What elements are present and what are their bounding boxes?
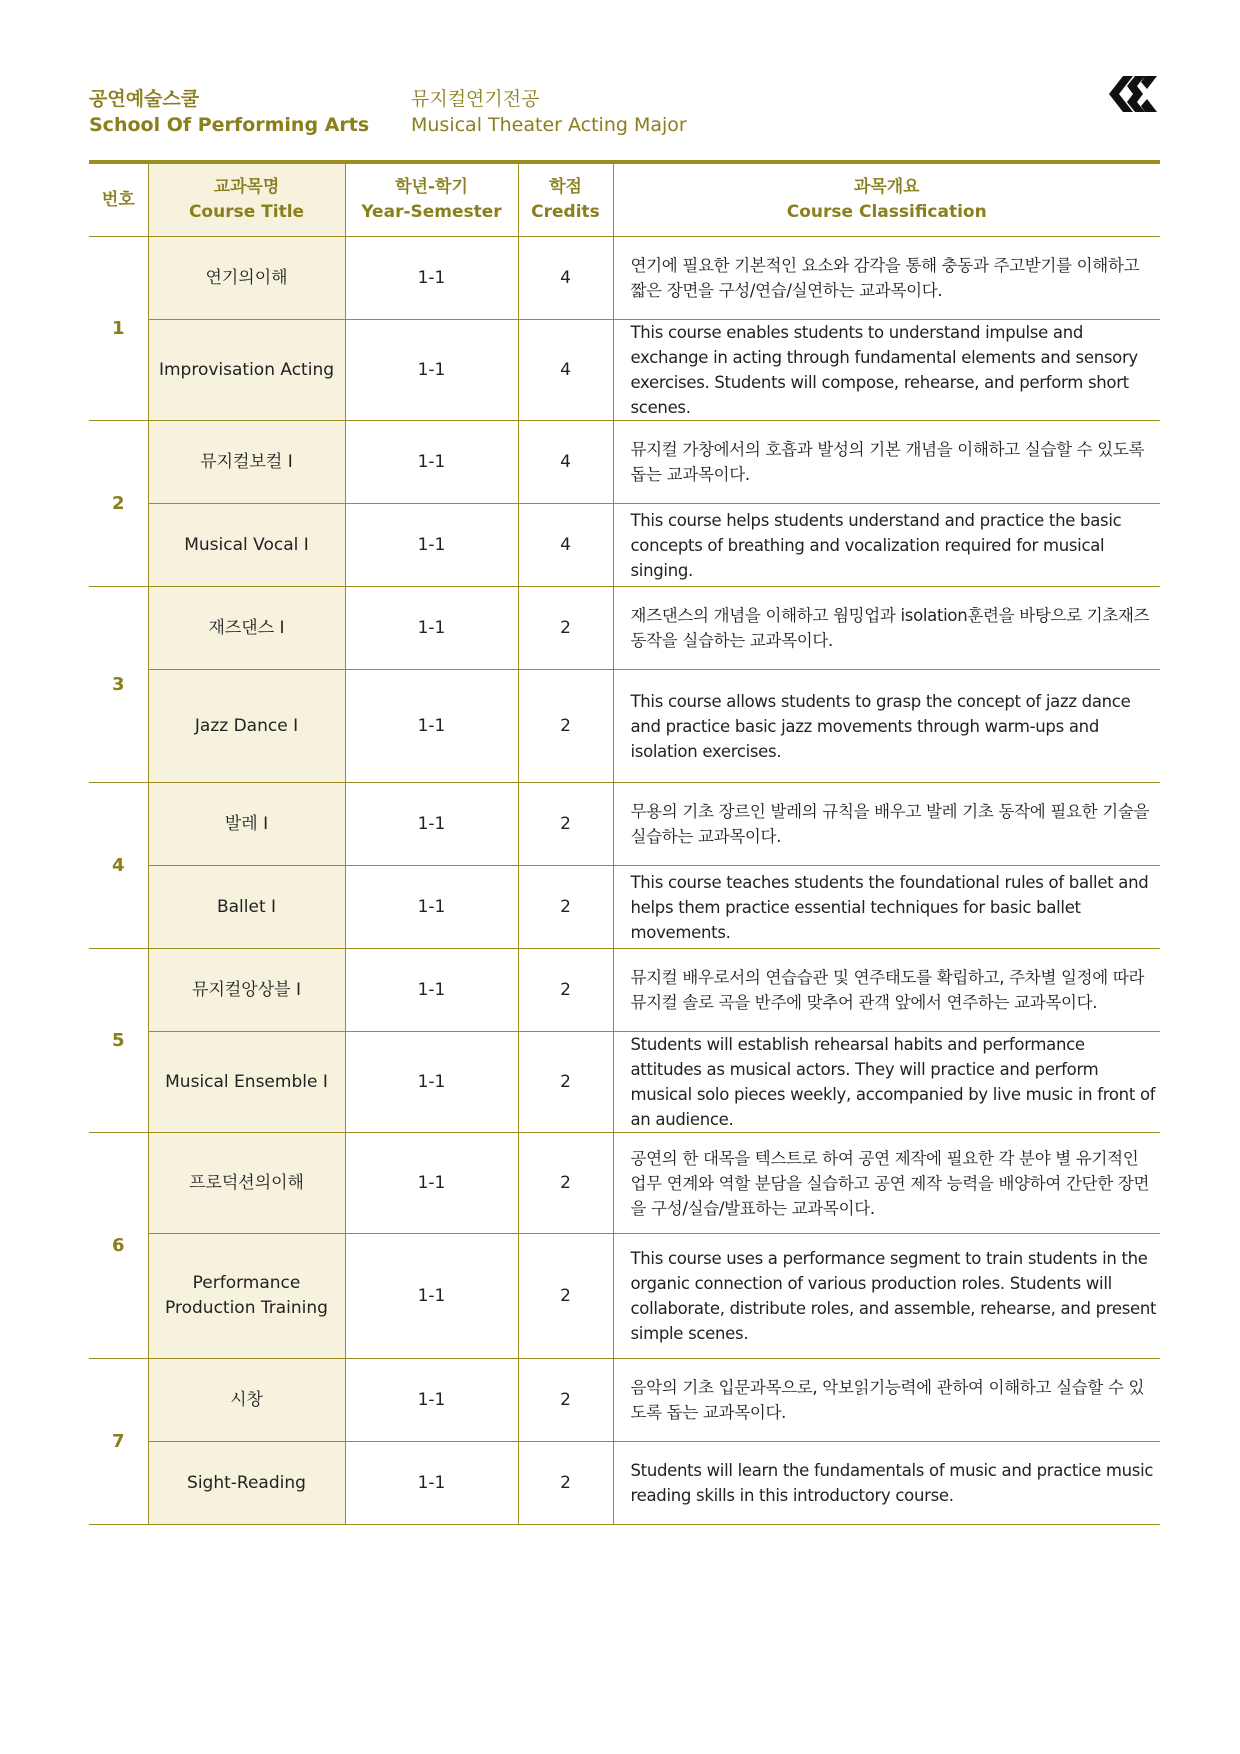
course-number: 3 <box>89 587 148 783</box>
table-row <box>89 783 1160 866</box>
school-name <box>89 86 369 138</box>
course-table <box>89 160 1160 1525</box>
course-description-en: This course helps students understand and practice the basic concepts of breathing and vocalization required for musical singing. <box>613 504 1160 587</box>
course-description-ko: 재즈댄스의 개념을 이해하고 웜밍업과 isolation훈련을 바탕으로 기초재즈 동작을 실습하는 교과목이다. <box>613 587 1160 670</box>
course-table-header <box>89 162 1160 237</box>
course-number: 4 <box>89 783 148 949</box>
credits: 2 <box>518 1359 613 1442</box>
ck-logo-icon <box>1099 72 1159 116</box>
course-title-ko: 뮤지컬앙상블 I <box>148 949 345 1032</box>
course-number: 2 <box>89 421 148 587</box>
col-header-desc-en: Course Classification <box>786 202 987 222</box>
major-name-en: Musical Theater Acting Major <box>411 114 687 136</box>
course-description-en: This course allows students to grasp the concept of jazz dance and practice basic jazz movements through warm-ups and isolation exercises. <box>613 670 1160 783</box>
credits: 2 <box>518 1133 613 1234</box>
course-title-ko: 프로덕션의이해 <box>148 1133 345 1234</box>
course-description-ko: 뮤지컬 배우로서의 연습습관 및 연주태도를 확립하고, 주차별 일정에 따라 뮤지컬 솔로 곡을 반주에 맞추어 관객 앞에서 연주하는 교과목이다. <box>613 949 1160 1032</box>
course-title-ko: 시창 <box>148 1359 345 1442</box>
course-table-body <box>89 237 1160 1525</box>
course-title-en: Sight-Reading <box>148 1442 345 1525</box>
year-semester: 1-1 <box>345 587 518 670</box>
year-semester: 1-1 <box>345 504 518 587</box>
course-description-ko: 연기에 필요한 기본적인 요소와 감각을 통해 충동과 주고받기를 이해하고 짧은 장면을 구성/연습/실연하는 교과목이다. <box>613 237 1160 320</box>
table-row <box>89 670 1160 783</box>
course-description-en: Students will establish rehearsal habits and performance attitudes as musical actors. They will practice and perform musical solo pieces weekly, accompanied by live music in front of an audience. <box>613 1032 1160 1133</box>
course-number: 6 <box>89 1133 148 1359</box>
course-title-en: Musical Vocal I <box>148 504 345 587</box>
col-header-year-semester <box>345 162 518 237</box>
course-title-en: Musical Ensemble I <box>148 1032 345 1133</box>
table-row <box>89 1442 1160 1525</box>
col-header-credits-ko: 학점 <box>549 177 582 197</box>
table-row <box>89 1133 1160 1234</box>
credits: 4 <box>518 504 613 587</box>
course-title-en: Ballet I <box>148 866 345 949</box>
course-title-ko: 연기의이해 <box>148 237 345 320</box>
year-semester: 1-1 <box>345 866 518 949</box>
credits: 4 <box>518 320 613 421</box>
table-row <box>89 1359 1160 1442</box>
table-row <box>89 1234 1160 1359</box>
course-description-en: This course uses a performance segment to train students in the organic connection of various production roles. Students will collaborate, distribute roles, and assemble, rehearse, and present simple scenes. <box>613 1234 1160 1359</box>
year-semester: 1-1 <box>345 783 518 866</box>
credits: 2 <box>518 949 613 1032</box>
school-name-ko: 공연예술스쿨 <box>89 88 200 110</box>
course-number: 5 <box>89 949 148 1133</box>
school-name-en: School Of Performing Arts <box>89 114 370 136</box>
col-header-ys-ko: 학년-학기 <box>395 177 468 197</box>
course-description-en: This course enables students to understand impulse and exchange in acting through fundamental elements and sensory exercises. Students will compose, rehearse, and perform short scenes. <box>613 320 1160 421</box>
course-description-en: This course teaches students the foundational rules of ballet and helps them practice essential techniques for basic ballet movements. <box>613 866 1160 949</box>
year-semester: 1-1 <box>345 1234 518 1359</box>
year-semester: 1-1 <box>345 949 518 1032</box>
table-row <box>89 1032 1160 1133</box>
credits: 2 <box>518 670 613 783</box>
course-title-en: Jazz Dance I <box>148 670 345 783</box>
credits: 4 <box>518 421 613 504</box>
table-row <box>89 237 1160 320</box>
page-header <box>89 86 1159 146</box>
major-name <box>411 86 687 138</box>
year-semester: 1-1 <box>345 1359 518 1442</box>
year-semester: 1-1 <box>345 320 518 421</box>
course-title-en: Performance Production Training <box>148 1234 345 1359</box>
credits: 2 <box>518 866 613 949</box>
course-description-ko: 음악의 기초 입문과목으로, 악보읽기능력에 관하여 이해하고 실습할 수 있도록 돕는 교과목이다. <box>613 1359 1160 1442</box>
credits: 2 <box>518 783 613 866</box>
col-header-ys-en: Year-Semester <box>361 202 502 222</box>
col-header-credits <box>518 162 613 237</box>
year-semester: 1-1 <box>345 670 518 783</box>
credits: 2 <box>518 1442 613 1525</box>
table-row <box>89 866 1160 949</box>
credits: 2 <box>518 1032 613 1133</box>
credits: 2 <box>518 587 613 670</box>
year-semester: 1-1 <box>345 237 518 320</box>
course-title-ko: 뮤지컬보컬 I <box>148 421 345 504</box>
table-row <box>89 504 1160 587</box>
col-header-description <box>613 162 1160 237</box>
course-number: 1 <box>89 237 148 421</box>
year-semester: 1-1 <box>345 421 518 504</box>
year-semester: 1-1 <box>345 1032 518 1133</box>
year-semester: 1-1 <box>345 1133 518 1234</box>
credits: 2 <box>518 1234 613 1359</box>
col-header-desc-ko: 과목개요 <box>853 177 920 197</box>
table-row <box>89 587 1160 670</box>
major-name-ko: 뮤지컬연기전공 <box>411 88 540 110</box>
year-semester: 1-1 <box>345 1442 518 1525</box>
col-header-title-ko: 교과목명 <box>213 177 280 197</box>
course-description-ko: 무용의 기초 장르인 발레의 규칙을 배우고 발레 기초 동작에 필요한 기술을 실습하는 교과목이다. <box>613 783 1160 866</box>
col-header-credits-en: Credits <box>531 202 600 222</box>
course-description-ko: 뮤지컬 가창에서의 호흡과 발성의 기본 개념을 이해하고 실습할 수 있도록 돕는 교과목이다. <box>613 421 1160 504</box>
course-title-ko: 재즈댄스 I <box>148 587 345 670</box>
col-header-title <box>148 162 345 237</box>
course-description-en: Students will learn the fundamentals of music and practice music reading skills in this introductory course. <box>613 1442 1160 1525</box>
col-header-title-en: Course Title <box>188 202 305 222</box>
course-number: 7 <box>89 1359 148 1525</box>
table-row <box>89 320 1160 421</box>
table-row <box>89 421 1160 504</box>
course-title-ko: 발레 I <box>148 783 345 866</box>
col-header-num: 번호 <box>89 162 148 237</box>
course-description-ko: 공연의 한 대목을 텍스트로 하여 공연 제작에 필요한 각 분야 별 유기적인 업무 연계와 역할 분담을 실습하고 공연 제작 능력을 배양하여 간단한 장면을 구성/실습/발표하는 교과목이다. <box>613 1133 1160 1234</box>
credits: 4 <box>518 237 613 320</box>
table-row <box>89 949 1160 1032</box>
course-title-en: Improvisation Acting <box>148 320 345 421</box>
